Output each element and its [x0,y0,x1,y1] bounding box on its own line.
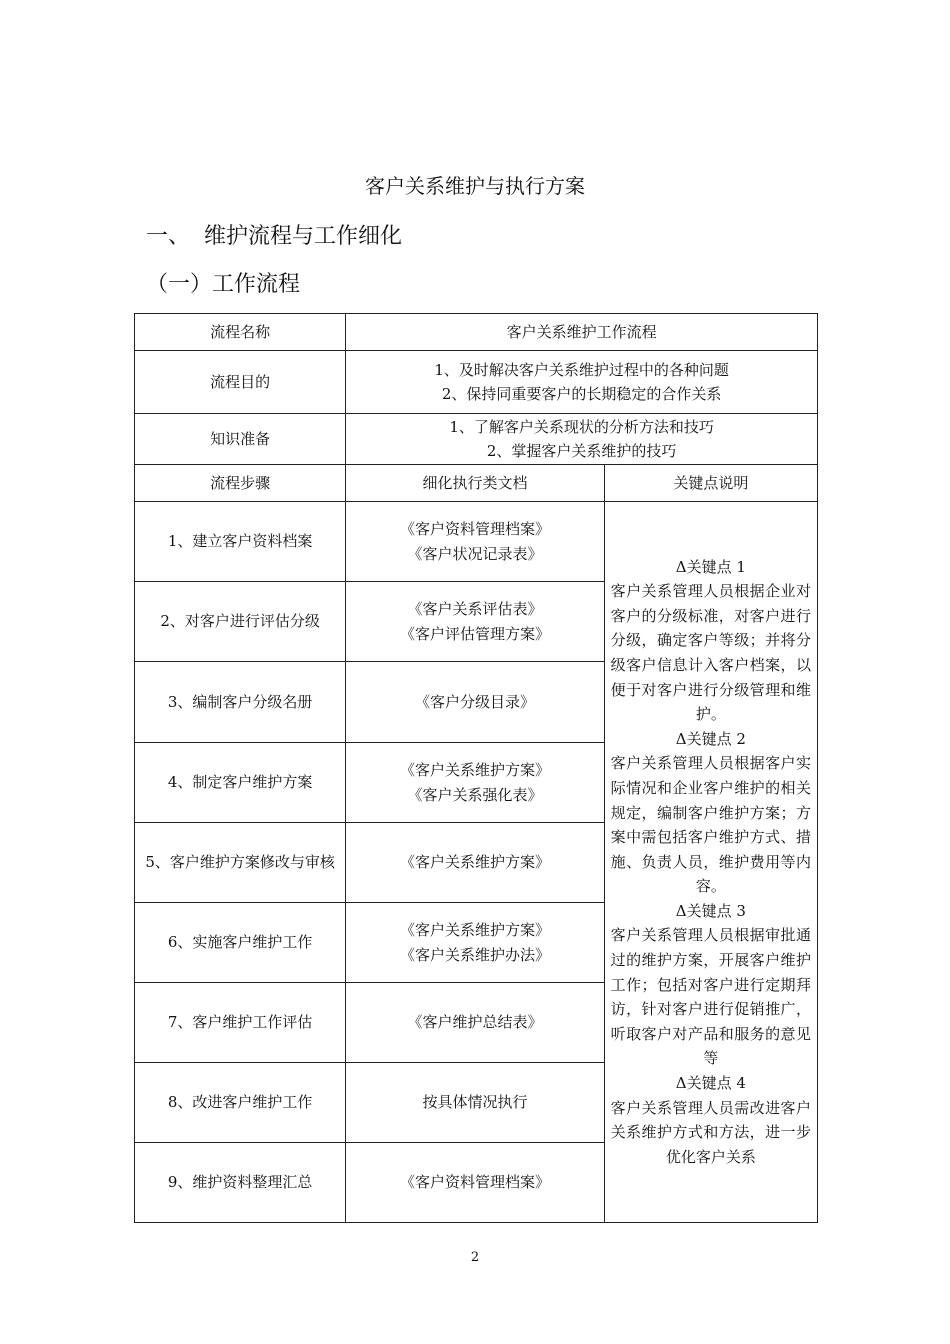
section-heading [146,222,402,252]
step-docs [346,582,604,662]
purpose-label: 流程目的 [135,351,346,414]
header-step: 流程步骤 [135,465,346,502]
step-docs [346,1143,604,1223]
purpose-row [135,351,818,414]
doc-name: 《客户关系维护方案》 [399,920,550,939]
step-docs [346,502,604,582]
flow-name-row [135,314,818,351]
step-label: 7、客户维护工作评估 [135,983,346,1063]
step-docs [346,983,604,1063]
doc-name: 《客户关系维护方案》 [399,760,550,779]
step-label: 2、对客户进行评估分级 [135,582,346,662]
keypoint-title: Δ关键点 3 [675,901,746,920]
step-docs [346,1063,604,1143]
doc-name: 《客户资料管理档案》 [399,519,550,538]
keypoint-text: 客户关系管理人员需改进客户关系维护方式和方法，进一步优化客户关系 [610,1098,811,1166]
doc-name: 《客户关系维护办法》 [399,945,550,964]
header-keypoints: 关键点说明 [604,465,817,502]
step-label: 9、维护资料整理汇总 [135,1143,346,1223]
subsection-heading: （一）工作流程 [146,272,301,297]
step-docs [346,823,604,903]
step-docs [346,903,604,983]
table-header-row [135,465,818,502]
purpose-item: 1、及时解决客户关系维护过程中的各种问题 [434,361,729,379]
step-docs [346,662,604,743]
keypoint-text: 客户关系管理人员根据审批通过的维护方案，开展客户维护工作；包括对客户进行定期拜访，针对客户进行促销推广，听取客户对产品和服务的意见等 [610,926,811,1068]
knowledge-label: 知识准备 [135,414,346,465]
section-title: 维护流程与工作细化 [204,224,403,249]
keypoint-title: Δ关键点 1 [675,557,746,576]
step-label: 8、改进客户维护工作 [135,1063,346,1143]
step-label: 1、建立客户资料档案 [135,502,346,582]
doc-name: 《客户评估管理方案》 [399,624,550,643]
knowledge-item: 2、掌握客户关系维护的技巧 [486,442,677,460]
step-label: 3、编制客户分级名册 [135,662,346,743]
keypoint-text: 客户关系管理人员根据客户实际情况和企业客户维护的相关规定，编制客户维护方案；方案中需包括客户维护方式、措施、负责人员，维护费用等内容。 [610,754,811,896]
flow-name-label: 流程名称 [135,314,346,351]
section-number: 一、 [146,224,191,249]
keypoint-title: Δ关键点 2 [675,729,746,748]
purpose-list [346,351,818,414]
doc-name: 《客户关系评估表》 [407,599,543,618]
flow-name-value: 客户关系维护工作流程 [346,314,818,351]
step-label: 4、制定客户维护方案 [135,743,346,823]
workflow-table [134,313,818,1223]
doc-name: 《客户维护总结表》 [407,1013,543,1031]
keypoint-text: 客户关系管理人员根据企业对客户的分级标准，对客户进行分级，确定客户等级；并将分级客户信息计入客户档案，以便于对客户进行分级管理和维护。 [610,582,811,724]
table-row [135,502,818,582]
knowledge-item: 1、了解客户关系现状的分析方法和技巧 [449,418,714,436]
knowledge-row [135,414,818,465]
doc-name: 《客户状况记录表》 [407,544,543,563]
step-label: 6、实施客户维护工作 [135,903,346,983]
keypoint-title: Δ关键点 4 [675,1074,746,1093]
doc-name: 《客户分级目录》 [414,692,535,711]
doc-name: 按具体情况执行 [422,1093,528,1111]
knowledge-list [346,414,818,465]
keypoints-cell [604,502,817,1223]
page-number: 2 [470,1250,480,1265]
doc-name: 《客户资料管理档案》 [399,1173,550,1191]
doc-name: 《客户关系强化表》 [407,785,543,804]
step-label: 5、客户维护方案修改与审核 [135,823,346,903]
purpose-item: 2、保持同重要客户的长期稳定的合作关系 [441,385,722,403]
header-docs: 细化执行类文档 [346,465,604,502]
document-title: 客户关系维护与执行方案 [365,174,585,198]
step-docs [346,743,604,823]
doc-name: 《客户关系维护方案》 [399,853,550,871]
